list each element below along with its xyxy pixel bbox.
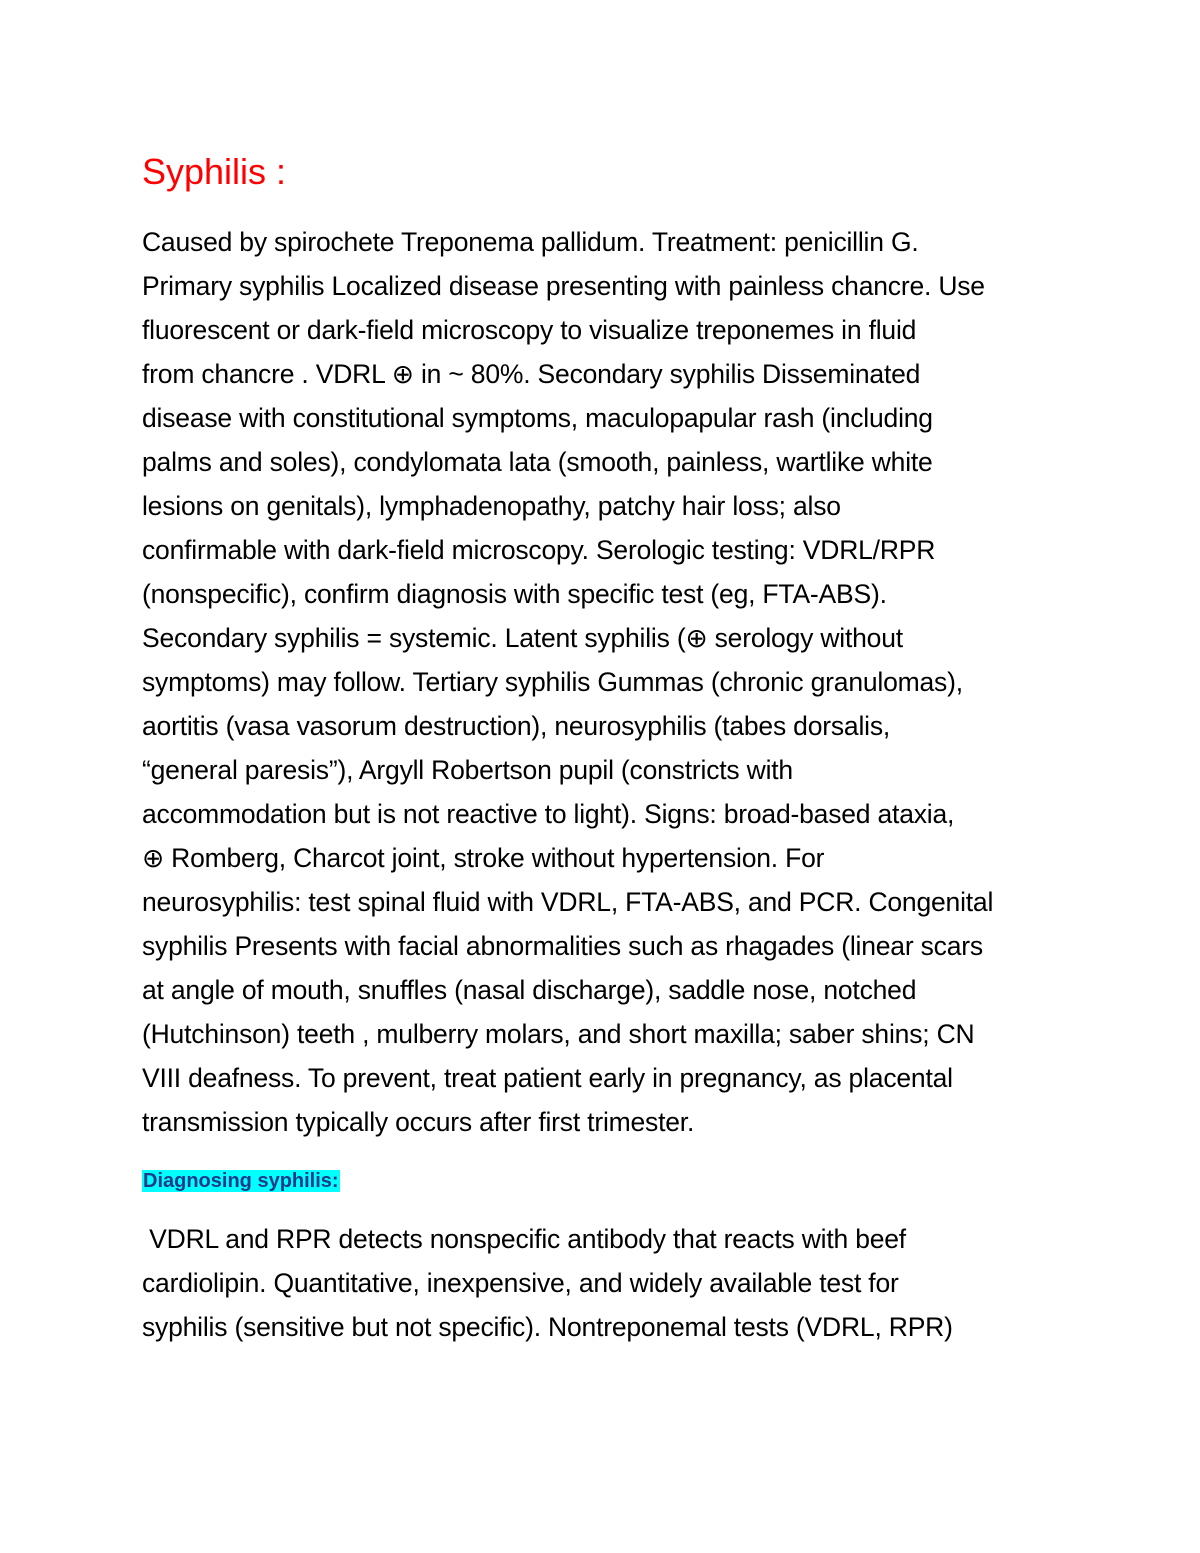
- paragraph-line: accommodation but is not reactive to light). Signs: broad-based ataxia,: [142, 799, 955, 829]
- paragraph-line: “general paresis”), Argyll Robertson pupil (constricts with: [142, 755, 793, 785]
- paragraph-line: (Hutchinson) teeth , mulberry molars, and short maxilla; saber shins; CN: [142, 1019, 975, 1049]
- paragraph-line: ⊕ Romberg, Charcot joint, stroke without hypertension. For: [142, 843, 825, 873]
- paragraph-line: Secondary syphilis = systemic. Latent syphilis (⊕ serology without: [142, 623, 903, 653]
- main-paragraph: [142, 220, 1062, 1144]
- document-title: Syphilis :: [142, 151, 287, 192]
- paragraph-line: Primary syphilis Localized disease presenting with painless chancre. Use: [142, 271, 985, 301]
- paragraph-line: palms and soles), condylomata lata (smooth, painless, wartlike white: [142, 447, 933, 477]
- section-heading: Diagnosing syphilis:: [143, 1170, 339, 1192]
- paragraph-line: Caused by spirochete Treponema pallidum. Treatment: penicillin G.: [142, 227, 919, 257]
- paragraph-line: symptoms) may follow. Tertiary syphilis Gummas (chronic granulomas),: [142, 667, 963, 697]
- paragraph-line: fluorescent or dark-field microscopy to visualize treponemes in fluid: [142, 315, 917, 345]
- paragraph-line: disease with constitutional symptoms, maculopapular rash (including: [142, 403, 933, 433]
- paragraph-line: at angle of mouth, snuffles (nasal discharge), saddle nose, notched: [142, 975, 917, 1005]
- paragraph-line: (nonspecific), confirm diagnosis with specific test (eg, FTA-ABS).: [142, 579, 887, 609]
- section-line: VDRL and RPR detects nonspecific antibody that reacts with beef: [142, 1224, 906, 1254]
- paragraph-line: lesions on genitals), lymphadenopathy, patchy hair loss; also: [142, 491, 841, 521]
- paragraph-line: syphilis Presents with facial abnormalities such as rhagades (linear scars: [142, 931, 983, 961]
- paragraph-line: confirmable with dark-field microscopy. Serologic testing: VDRL/RPR: [142, 535, 936, 565]
- paragraph-line: aortitis (vasa vasorum destruction), neurosyphilis (tabes dorsalis,: [142, 711, 891, 741]
- section-heading-wrapper: [142, 1166, 340, 1196]
- paragraph-line: transmission typically occurs after first trimester.: [142, 1107, 695, 1137]
- section-paragraph: [142, 1217, 1062, 1349]
- paragraph-line: from chancre . VDRL ⊕ in ~ 80%. Secondary syphilis Disseminated: [142, 359, 921, 389]
- section-line: cardiolipin. Quantitative, inexpensive, and widely available test for: [142, 1268, 899, 1298]
- paragraph-line: neurosyphilis: test spinal fluid with VDRL, FTA-ABS, and PCR. Congenital: [142, 887, 994, 917]
- section-line: syphilis (sensitive but not specific). Nontreponemal tests (VDRL, RPR): [142, 1312, 953, 1342]
- paragraph-line: VIII deafness. To prevent, treat patient early in pregnancy, as placental: [142, 1063, 953, 1093]
